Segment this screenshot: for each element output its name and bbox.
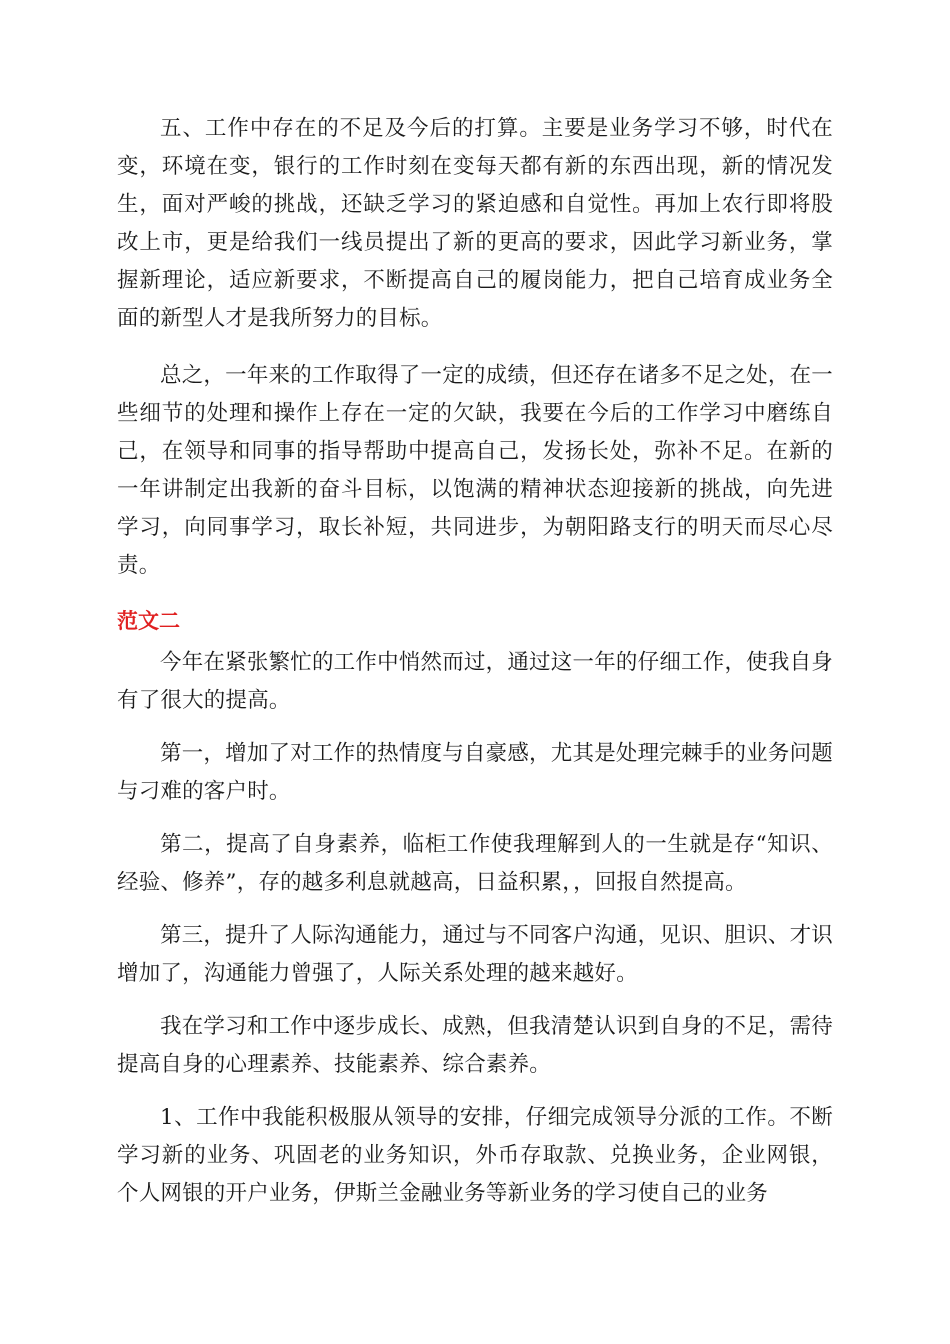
paragraph-conclusion: 总之，一年来的工作取得了一定的成绩，但还存在诸多不足之处，在一些细节的处理和操作上存在一定的欠缺，我要在今后的工作学习中磨练自己，在领导和同事的指导帮助中提高自己，发扬长处，弥补不足。在新的一年讲制定出我新的奋斗目标，以饱满的精神状态迎接新的挑战，向先进学习，向同事学习，取长补短，共同进步，为朝阳路支行的明天而尽心尽责。 — [117, 363, 833, 578]
paragraph-point-three: 第三，提升了人际沟通能力，通过与不同客户沟通，见识、胆识、才识增加了，沟通能力曾强了，人际关系处理的越来越好。 — [117, 923, 833, 986]
paragraph-shortcomings: 五、工作中存在的不足及今后的打算。主要是业务学习不够，时代在变，环境在变，银行的工作时刻在变每天都有新的东西出现，新的情况发生，面对严峻的挑战，还缺乏学习的紧迫感和自觉性。再加上农行即将股改上市，更是给我们一线员提出了新的更高的要求，因此学习新业务，掌握新理论，适应新要求，不断提高自己的履岗能力，把自己培育成业务全面的新型人才是我所努力的目标。 — [117, 116, 833, 331]
paragraph-item-one: 1、工作中我能积极服从领导的安排，仔细完成领导分派的工作。不断学习新的业务、巩固老的业务知识，外币存取款、兑换业务，企业网银，个人网银的开户业务，伊斯兰金融业务等新业务的学习使自己的业务 — [117, 1105, 833, 1206]
paragraph-point-two: 第二，提高了自身素养，临柜工作使我理解到人的一生就是存“知识、经验、修养”，存的越多利息就越高，日益积累，，回报自然提高。 — [117, 832, 833, 895]
paragraph-intro: 今年在紧张繁忙的工作中悄然而过，通过这一年的仔细工作，使我自身有了很大的提高。 — [117, 650, 833, 713]
document-page — [117, 100, 833, 1213]
section-heading: 范文二 — [117, 609, 180, 633]
paragraph-point-one: 第一，增加了对工作的热情度与自豪感，尤其是处理完棘手的业务问题与刁难的客户时。 — [117, 741, 833, 804]
paragraph-self-assessment: 我在学习和工作中逐步成长、成熟，但我清楚认识到自身的不足，需待提高自身的心理素养、技能素养、综合素养。 — [117, 1014, 833, 1077]
